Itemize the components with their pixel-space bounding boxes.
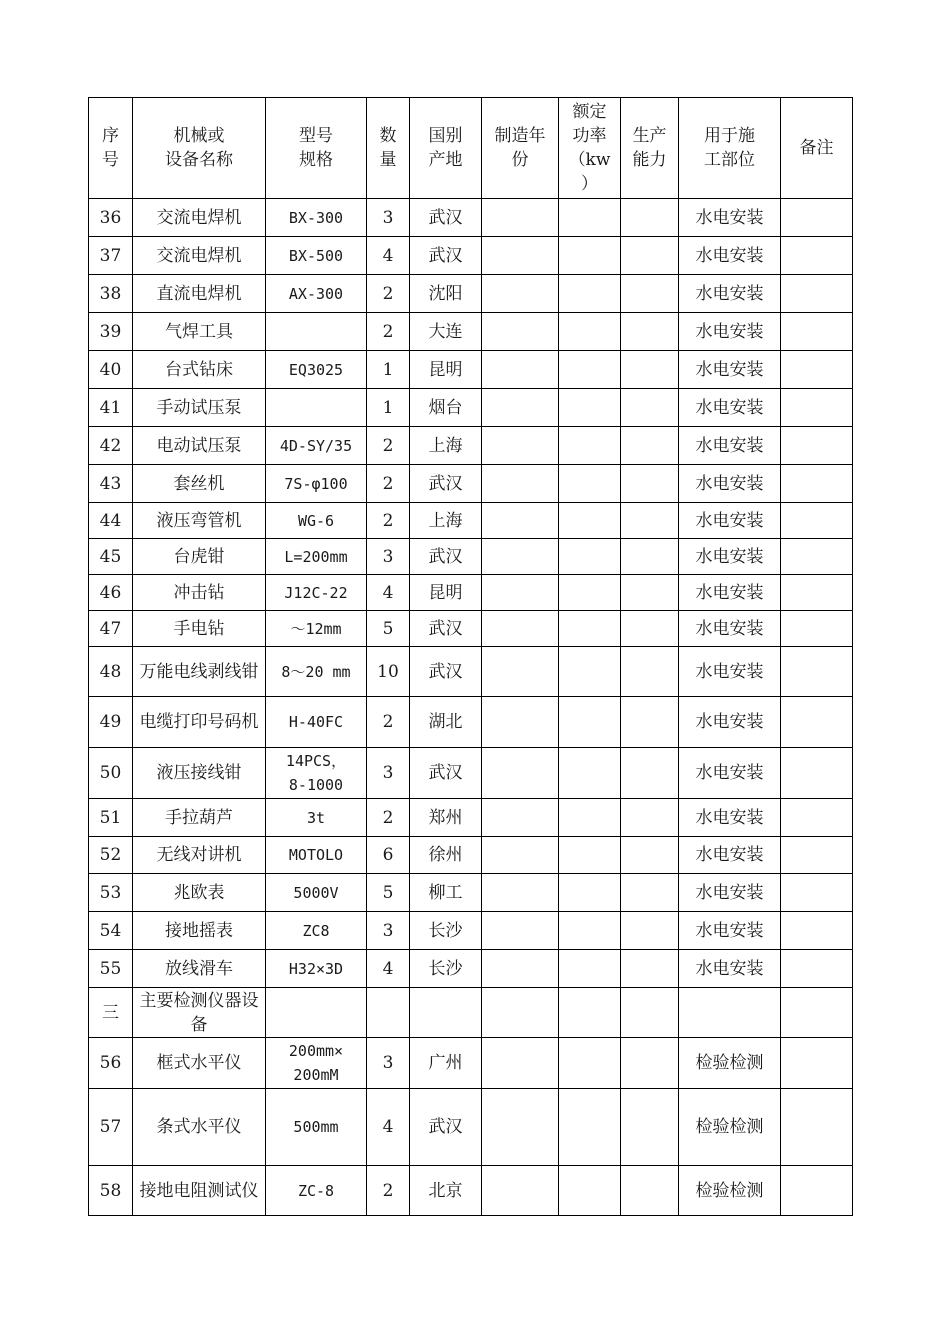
cell-model: 500mm (266, 1089, 367, 1166)
cell-year (482, 465, 559, 503)
cell-note (781, 1038, 853, 1089)
cell-qty: 2 (367, 503, 410, 539)
cell-model: 8～20 mm (266, 647, 367, 697)
cell-origin: 武汉 (410, 748, 482, 799)
cell-capacity (621, 199, 679, 237)
cell-no: 47 (89, 611, 133, 647)
table-row (89, 748, 853, 799)
cell-power (559, 275, 621, 313)
cell-name: 冲击钻 (133, 575, 266, 611)
cell-power (559, 647, 621, 697)
cell-power (559, 837, 621, 874)
cell-capacity (621, 1166, 679, 1216)
cell-model (266, 389, 367, 427)
cell-no: 39 (89, 313, 133, 351)
cell-use: 水电安装 (679, 313, 781, 351)
cell-name: 接地电阻测试仪 (133, 1166, 266, 1216)
cell-model (266, 988, 367, 1038)
cell-name: 条式水平仪 (133, 1089, 266, 1166)
cell-note (781, 1166, 853, 1216)
cell-model: L=200mm (266, 539, 367, 575)
cell-no: 38 (89, 275, 133, 313)
cell-no: 53 (89, 874, 133, 912)
cell-power (559, 748, 621, 799)
cell-qty: 4 (367, 950, 410, 988)
cell-use: 水电安装 (679, 697, 781, 748)
cell-note (781, 912, 853, 950)
table-row (89, 912, 853, 950)
cell-model: AX-300 (266, 275, 367, 313)
cell-no: 46 (89, 575, 133, 611)
table-row (89, 1166, 853, 1216)
cell-model: EQ3025 (266, 351, 367, 389)
cell-qty: 3 (367, 912, 410, 950)
cell-power (559, 575, 621, 611)
cell-model: MOTOLO (266, 837, 367, 874)
cell-use: 检验检测 (679, 1166, 781, 1216)
cell-note (781, 748, 853, 799)
cell-power (559, 427, 621, 465)
cell-power (559, 799, 621, 837)
cell-year (482, 912, 559, 950)
cell-no: 54 (89, 912, 133, 950)
cell-power (559, 1166, 621, 1216)
table-row (89, 950, 853, 988)
cell-use: 水电安装 (679, 837, 781, 874)
equipment-table (88, 97, 853, 1216)
cell-qty: 5 (367, 611, 410, 647)
cell-use (679, 988, 781, 1038)
cell-model: BX-300 (266, 199, 367, 237)
cell-note (781, 611, 853, 647)
cell-power (559, 503, 621, 539)
cell-origin: 武汉 (410, 539, 482, 575)
cell-origin: 广州 (410, 1038, 482, 1089)
cell-year (482, 575, 559, 611)
table-row (89, 647, 853, 697)
cell-qty: 4 (367, 237, 410, 275)
cell-name: 液压接线钳 (133, 748, 266, 799)
cell-qty: 2 (367, 697, 410, 748)
cell-name: 台虎钳 (133, 539, 266, 575)
cell-no: 三 (89, 988, 133, 1038)
header-name: 机械或 设备名称 (133, 98, 266, 199)
cell-year (482, 503, 559, 539)
cell-origin: 烟台 (410, 389, 482, 427)
table-row (89, 389, 853, 427)
cell-year (482, 389, 559, 427)
cell-note (781, 697, 853, 748)
cell-name: 电缆打印号码机 (133, 697, 266, 748)
cell-no: 58 (89, 1166, 133, 1216)
cell-model: WG-6 (266, 503, 367, 539)
cell-capacity (621, 799, 679, 837)
cell-capacity (621, 912, 679, 950)
cell-power (559, 988, 621, 1038)
cell-qty: 6 (367, 837, 410, 874)
cell-origin: 湖北 (410, 697, 482, 748)
cell-name: 兆欧表 (133, 874, 266, 912)
header-capacity: 生产 能力 (621, 98, 679, 199)
table-row (89, 199, 853, 237)
table-row (89, 465, 853, 503)
cell-power (559, 1089, 621, 1166)
cell-qty: 4 (367, 575, 410, 611)
cell-qty: 5 (367, 874, 410, 912)
cell-no: 45 (89, 539, 133, 575)
table-row (89, 1089, 853, 1166)
cell-name: 液压弯管机 (133, 503, 266, 539)
cell-note (781, 351, 853, 389)
cell-name: 框式水平仪 (133, 1038, 266, 1089)
cell-use: 水电安装 (679, 465, 781, 503)
cell-power (559, 465, 621, 503)
cell-use: 水电安装 (679, 799, 781, 837)
cell-name: 万能电线剥线钳 (133, 647, 266, 697)
cell-qty: 3 (367, 539, 410, 575)
cell-origin: 武汉 (410, 1089, 482, 1166)
cell-capacity (621, 647, 679, 697)
cell-use: 水电安装 (679, 611, 781, 647)
cell-no: 49 (89, 697, 133, 748)
cell-no: 51 (89, 799, 133, 837)
cell-origin: 郑州 (410, 799, 482, 837)
cell-origin: 武汉 (410, 611, 482, 647)
table-row (89, 874, 853, 912)
cell-note (781, 647, 853, 697)
cell-model: 3t (266, 799, 367, 837)
cell-use: 水电安装 (679, 199, 781, 237)
header-power: 额定 功率 （kw ） (559, 98, 621, 199)
cell-model: ZC-8 (266, 1166, 367, 1216)
table-row (89, 351, 853, 389)
cell-use: 水电安装 (679, 575, 781, 611)
cell-note (781, 199, 853, 237)
cell-name: 手电钻 (133, 611, 266, 647)
cell-capacity (621, 1038, 679, 1089)
cell-note (781, 427, 853, 465)
header-no: 序 号 (89, 98, 133, 199)
cell-capacity (621, 874, 679, 912)
cell-qty: 2 (367, 799, 410, 837)
cell-capacity (621, 697, 679, 748)
cell-qty: 2 (367, 427, 410, 465)
cell-name: 交流电焊机 (133, 199, 266, 237)
cell-capacity (621, 503, 679, 539)
cell-note (781, 1089, 853, 1166)
cell-year (482, 647, 559, 697)
cell-year (482, 427, 559, 465)
cell-qty: 1 (367, 351, 410, 389)
cell-no: 40 (89, 351, 133, 389)
cell-use: 水电安装 (679, 389, 781, 427)
cell-name: 手拉葫芦 (133, 799, 266, 837)
cell-qty: 10 (367, 647, 410, 697)
cell-qty: 4 (367, 1089, 410, 1166)
cell-power (559, 351, 621, 389)
cell-note (781, 539, 853, 575)
cell-model: 4D-SY/35 (266, 427, 367, 465)
cell-origin: 上海 (410, 503, 482, 539)
cell-power (559, 697, 621, 748)
cell-capacity (621, 237, 679, 275)
cell-use: 水电安装 (679, 874, 781, 912)
cell-capacity (621, 950, 679, 988)
cell-use: 水电安装 (679, 427, 781, 465)
cell-name: 直流电焊机 (133, 275, 266, 313)
cell-origin: 沈阳 (410, 275, 482, 313)
cell-no: 50 (89, 748, 133, 799)
cell-capacity (621, 837, 679, 874)
cell-power (559, 237, 621, 275)
cell-origin: 北京 (410, 1166, 482, 1216)
cell-model: J12C-22 (266, 575, 367, 611)
cell-use: 水电安装 (679, 647, 781, 697)
cell-capacity (621, 988, 679, 1038)
cell-name: 电动试压泵 (133, 427, 266, 465)
cell-name: 无线对讲机 (133, 837, 266, 874)
cell-origin: 武汉 (410, 199, 482, 237)
cell-use: 水电安装 (679, 275, 781, 313)
table-row (89, 611, 853, 647)
cell-origin: 长沙 (410, 912, 482, 950)
cell-origin: 上海 (410, 427, 482, 465)
cell-use: 水电安装 (679, 503, 781, 539)
cell-power (559, 874, 621, 912)
cell-capacity (621, 465, 679, 503)
cell-origin: 昆明 (410, 351, 482, 389)
cell-year (482, 199, 559, 237)
table-row (89, 837, 853, 874)
cell-note (781, 950, 853, 988)
cell-note (781, 237, 853, 275)
cell-year (482, 1089, 559, 1166)
cell-model: ～12mm (266, 611, 367, 647)
cell-use: 水电安装 (679, 351, 781, 389)
cell-year (482, 539, 559, 575)
cell-model: 200mm× 200mM (266, 1038, 367, 1089)
cell-use: 水电安装 (679, 237, 781, 275)
cell-name: 放线滑车 (133, 950, 266, 988)
header-use: 用于施 工部位 (679, 98, 781, 199)
cell-year (482, 874, 559, 912)
cell-name: 套丝机 (133, 465, 266, 503)
header-row (89, 98, 853, 199)
cell-model: H-40FC (266, 697, 367, 748)
cell-note (781, 275, 853, 313)
header-model: 型号 规格 (266, 98, 367, 199)
cell-no: 57 (89, 1089, 133, 1166)
cell-no: 52 (89, 837, 133, 874)
cell-power (559, 950, 621, 988)
cell-no: 37 (89, 237, 133, 275)
header-qty: 数 量 (367, 98, 410, 199)
cell-no: 48 (89, 647, 133, 697)
cell-note (781, 837, 853, 874)
cell-year (482, 1038, 559, 1089)
cell-capacity (621, 611, 679, 647)
table-row (89, 799, 853, 837)
cell-model: 5000V (266, 874, 367, 912)
cell-capacity (621, 539, 679, 575)
cell-year (482, 799, 559, 837)
cell-no: 56 (89, 1038, 133, 1089)
cell-power (559, 199, 621, 237)
cell-qty (367, 988, 410, 1038)
cell-power (559, 389, 621, 427)
cell-use: 检验检测 (679, 1038, 781, 1089)
cell-no: 55 (89, 950, 133, 988)
cell-capacity (621, 748, 679, 799)
header-note: 备注 (781, 98, 853, 199)
cell-year (482, 1166, 559, 1216)
table-row (89, 313, 853, 351)
cell-use: 检验检测 (679, 1089, 781, 1166)
cell-qty: 2 (367, 313, 410, 351)
cell-no: 43 (89, 465, 133, 503)
cell-no: 41 (89, 389, 133, 427)
cell-year (482, 275, 559, 313)
cell-origin: 武汉 (410, 465, 482, 503)
cell-year (482, 837, 559, 874)
cell-model: BX-500 (266, 237, 367, 275)
table-row (89, 237, 853, 275)
cell-year (482, 237, 559, 275)
cell-note (781, 313, 853, 351)
cell-qty: 2 (367, 1166, 410, 1216)
cell-year (482, 611, 559, 647)
cell-note (781, 389, 853, 427)
cell-use: 水电安装 (679, 912, 781, 950)
cell-model: 7S-φ100 (266, 465, 367, 503)
cell-capacity (621, 275, 679, 313)
cell-name: 接地摇表 (133, 912, 266, 950)
cell-model: H32×3D (266, 950, 367, 988)
cell-use: 水电安装 (679, 748, 781, 799)
cell-origin: 武汉 (410, 647, 482, 697)
cell-year (482, 748, 559, 799)
cell-no: 44 (89, 503, 133, 539)
cell-origin (410, 988, 482, 1038)
cell-name: 气焊工具 (133, 313, 266, 351)
cell-origin: 武汉 (410, 237, 482, 275)
cell-no: 42 (89, 427, 133, 465)
cell-power (559, 539, 621, 575)
cell-capacity (621, 389, 679, 427)
cell-model (266, 313, 367, 351)
cell-qty: 2 (367, 275, 410, 313)
table-row (89, 275, 853, 313)
cell-qty: 3 (367, 748, 410, 799)
cell-year (482, 351, 559, 389)
table-row (89, 988, 853, 1038)
cell-use: 水电安装 (679, 539, 781, 575)
table-row (89, 503, 853, 539)
cell-no: 36 (89, 199, 133, 237)
table-row (89, 697, 853, 748)
header-origin: 国别 产地 (410, 98, 482, 199)
cell-power (559, 611, 621, 647)
cell-qty: 2 (367, 465, 410, 503)
cell-year (482, 313, 559, 351)
table-header (89, 98, 853, 199)
cell-note (781, 503, 853, 539)
cell-year (482, 697, 559, 748)
cell-year (482, 950, 559, 988)
header-year: 制造年 份 (482, 98, 559, 199)
cell-name: 主要检测仪器设备 (133, 988, 266, 1038)
cell-qty: 1 (367, 389, 410, 427)
cell-qty: 3 (367, 199, 410, 237)
cell-name: 台式钻床 (133, 351, 266, 389)
cell-origin: 长沙 (410, 950, 482, 988)
cell-note (781, 799, 853, 837)
cell-capacity (621, 313, 679, 351)
table-row (89, 1038, 853, 1089)
cell-note (781, 465, 853, 503)
cell-capacity (621, 351, 679, 389)
cell-model: ZC8 (266, 912, 367, 950)
cell-note (781, 874, 853, 912)
table-body (89, 199, 853, 1216)
cell-note (781, 575, 853, 611)
cell-capacity (621, 427, 679, 465)
cell-origin: 柳工 (410, 874, 482, 912)
cell-use: 水电安装 (679, 950, 781, 988)
table-row (89, 427, 853, 465)
cell-origin: 徐州 (410, 837, 482, 874)
cell-name: 交流电焊机 (133, 237, 266, 275)
table-row (89, 539, 853, 575)
cell-qty: 3 (367, 1038, 410, 1089)
cell-year (482, 988, 559, 1038)
cell-origin: 昆明 (410, 575, 482, 611)
cell-capacity (621, 575, 679, 611)
cell-capacity (621, 1089, 679, 1166)
cell-name: 手动试压泵 (133, 389, 266, 427)
cell-power (559, 313, 621, 351)
cell-origin: 大连 (410, 313, 482, 351)
cell-note (781, 988, 853, 1038)
cell-power (559, 1038, 621, 1089)
cell-power (559, 912, 621, 950)
table-row (89, 575, 853, 611)
cell-model: 14PCS， 8-1000 (266, 748, 367, 799)
